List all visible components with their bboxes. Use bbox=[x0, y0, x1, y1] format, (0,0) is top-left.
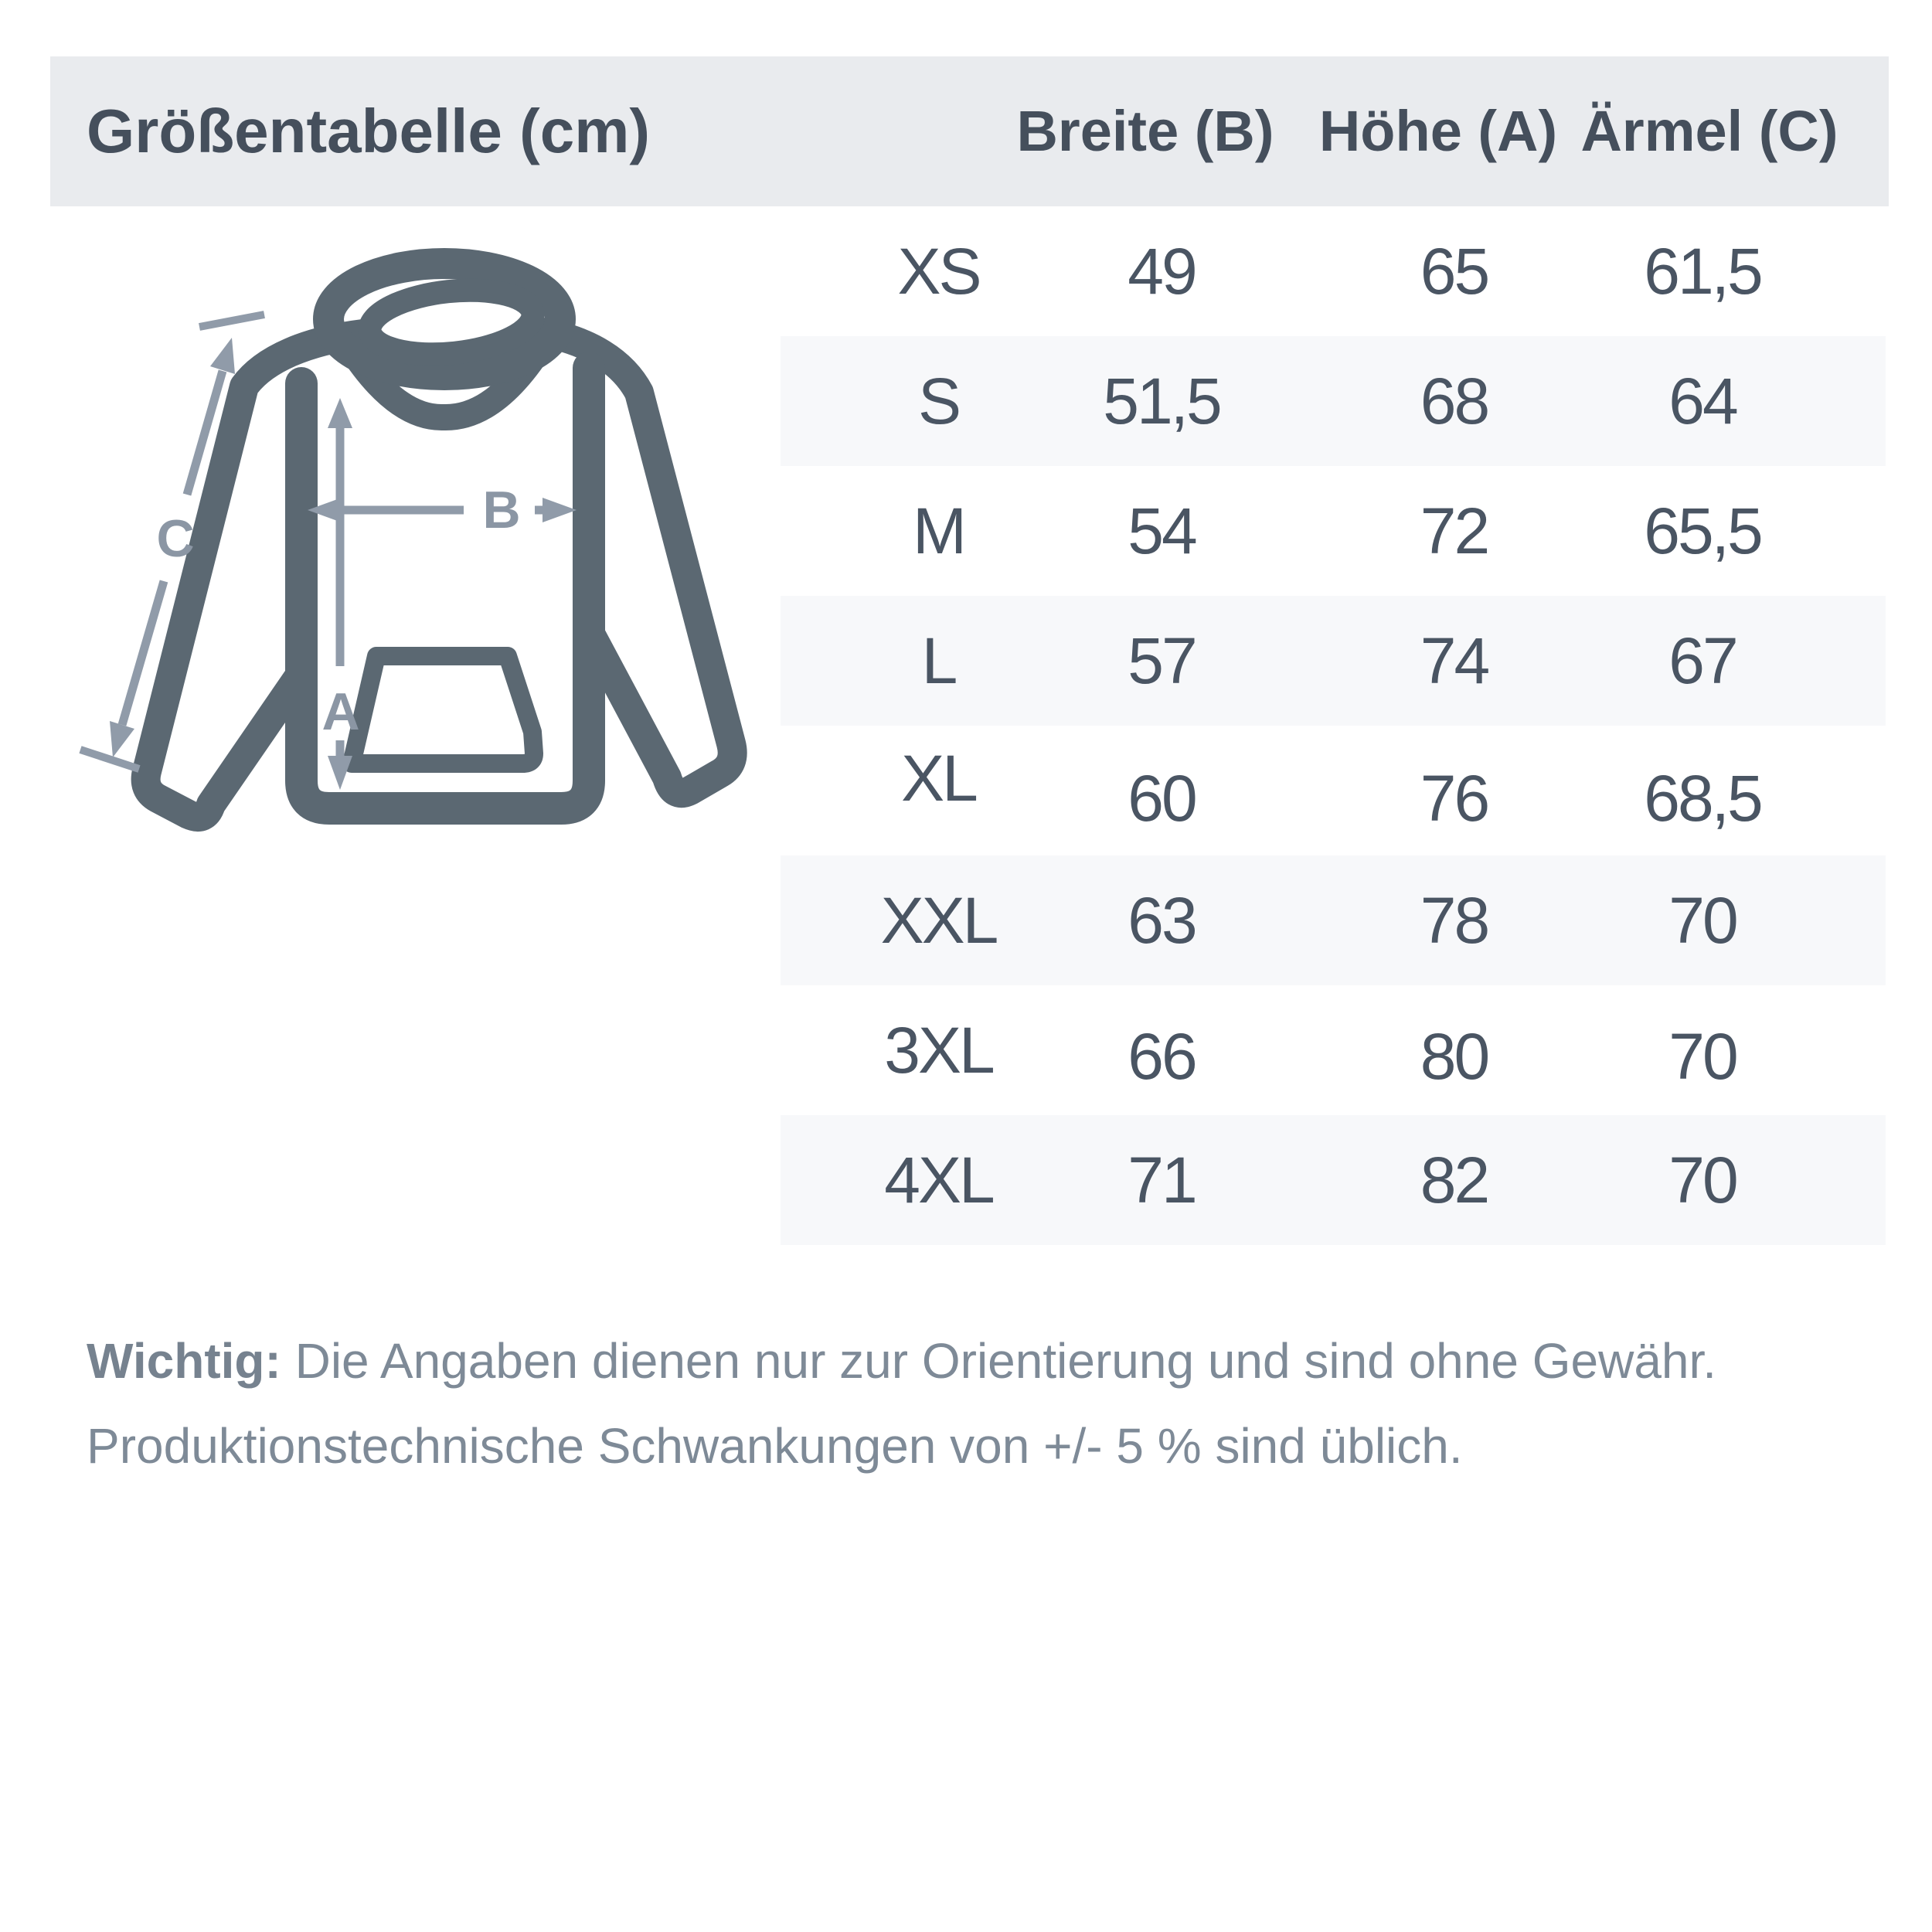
table-row bbox=[781, 855, 1886, 985]
label-c: C bbox=[156, 509, 195, 568]
hood-collar bbox=[366, 283, 536, 362]
value-cell: 71 bbox=[1128, 1143, 1196, 1216]
size-cell: XL bbox=[901, 741, 976, 815]
value-cell: 74 bbox=[1420, 624, 1488, 697]
column-header-breite: Breite (B) bbox=[1016, 99, 1274, 163]
value-cell: 82 bbox=[1420, 1143, 1488, 1216]
value-cell: 70 bbox=[1668, 1019, 1736, 1093]
value-cell: 66 bbox=[1128, 1019, 1196, 1093]
table-row bbox=[781, 1115, 1886, 1245]
value-cell: 68,5 bbox=[1644, 761, 1761, 835]
size-cell: XS bbox=[897, 234, 980, 308]
size-cell: 3XL bbox=[884, 1013, 993, 1087]
size-cell: 4XL bbox=[884, 1143, 993, 1216]
value-cell: 67 bbox=[1668, 624, 1736, 697]
important-note-text: Die Angaben dienen nur zur Orientierung und sind ohne Gewähr. Produktionstechnische Schwankungen von +/- 5 % sind üblich. bbox=[87, 1333, 1717, 1474]
important-note-label: Wichtig: bbox=[87, 1333, 281, 1389]
value-cell: 49 bbox=[1128, 234, 1196, 308]
value-cell: 57 bbox=[1128, 624, 1196, 697]
dimension-arrow-b bbox=[308, 481, 577, 539]
dimension-arrow-a bbox=[321, 398, 359, 790]
size-cell: XXL bbox=[880, 883, 997, 957]
table-row bbox=[781, 596, 1886, 726]
value-cell: 60 bbox=[1128, 761, 1196, 835]
page-title: Größentabelle (cm) bbox=[87, 97, 651, 165]
column-header-aermel: Ärmel (C) bbox=[1580, 99, 1838, 163]
value-cell: 61,5 bbox=[1644, 234, 1761, 308]
table-row bbox=[781, 726, 1886, 855]
value-cell: 76 bbox=[1420, 761, 1488, 835]
value-cell: 65,5 bbox=[1644, 494, 1761, 567]
hoodie-measurement-diagram bbox=[46, 170, 819, 904]
value-cell: 78 bbox=[1420, 883, 1488, 957]
kangaroo-pocket bbox=[352, 656, 534, 764]
table-row bbox=[781, 985, 1886, 1115]
column-header-hoehe: Höhe (A) bbox=[1318, 99, 1558, 163]
value-cell: 51,5 bbox=[1103, 364, 1220, 437]
value-cell: 64 bbox=[1668, 364, 1736, 437]
label-b: B bbox=[482, 481, 521, 539]
table-row bbox=[781, 206, 1886, 336]
body-outline bbox=[301, 368, 589, 808]
value-cell: 72 bbox=[1420, 494, 1488, 567]
size-cell: M bbox=[913, 494, 964, 567]
right-sleeve bbox=[543, 332, 733, 793]
value-cell: 54 bbox=[1128, 494, 1196, 567]
value-cell: 68 bbox=[1420, 364, 1488, 437]
value-cell: 80 bbox=[1420, 1019, 1488, 1093]
label-a: A bbox=[321, 682, 360, 741]
value-cell: 70 bbox=[1668, 1143, 1736, 1216]
value-cell: 70 bbox=[1668, 883, 1736, 957]
important-note bbox=[87, 1318, 1887, 1488]
size-table bbox=[781, 206, 1886, 1245]
size-cell: S bbox=[917, 364, 960, 437]
left-sleeve bbox=[146, 334, 363, 817]
size-cell: L bbox=[921, 624, 956, 697]
table-row bbox=[781, 336, 1886, 466]
value-cell: 63 bbox=[1128, 883, 1196, 957]
table-row bbox=[781, 466, 1886, 596]
value-cell: 65 bbox=[1420, 234, 1488, 308]
